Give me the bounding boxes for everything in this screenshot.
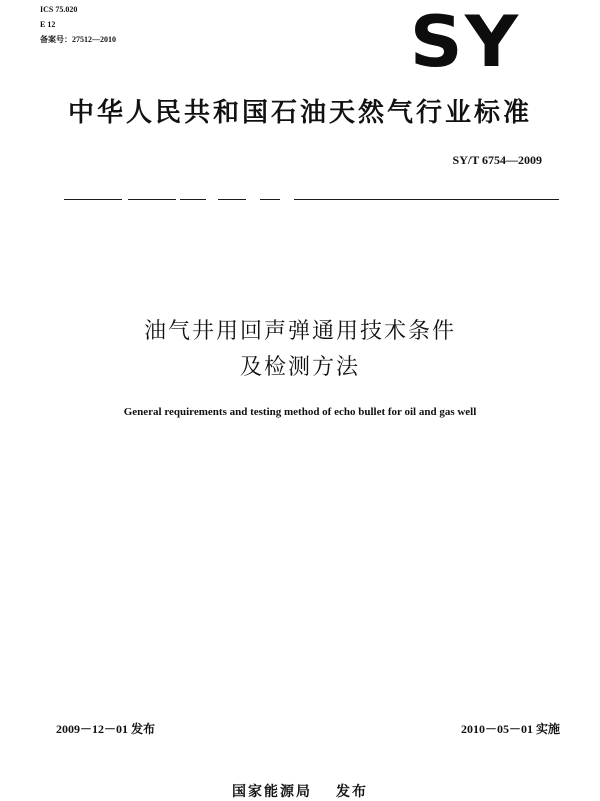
- category-code: E 12: [40, 20, 56, 29]
- divider-gap: [246, 196, 260, 202]
- publisher-action: 发布: [336, 784, 368, 800]
- divider-gap: [176, 196, 180, 202]
- divider-gap: [206, 196, 218, 202]
- chinese-title-line-1: 油气井用回声弹通用技术条件: [143, 319, 456, 344]
- classification-block: [40, 2, 116, 47]
- release-date: 2009－12－01 发布: [56, 722, 156, 736]
- chinese-title-line-2: 及检测方法: [239, 355, 360, 380]
- organization-title: 中华人民共和国石油天然气行业标准: [67, 98, 532, 128]
- english-title: General requirements and testing method of echo bullet for oil and gas well: [123, 406, 477, 418]
- divider-gap: [280, 196, 294, 202]
- publisher-name: 国家能源局: [232, 784, 312, 800]
- filing-number: 备案号：27512—2010: [40, 35, 116, 44]
- chinese-title: [0, 314, 600, 386]
- divider-rule: [64, 199, 559, 200]
- sy-logo: SY: [409, 1, 521, 83]
- standard-code: SY/T 6754—2009: [452, 153, 542, 167]
- implementation-date: 2010－05－01 实施: [460, 722, 560, 736]
- divider-gap: [122, 196, 128, 202]
- ics-code: ICS 75.020: [40, 5, 78, 14]
- publisher-line: [232, 781, 368, 801]
